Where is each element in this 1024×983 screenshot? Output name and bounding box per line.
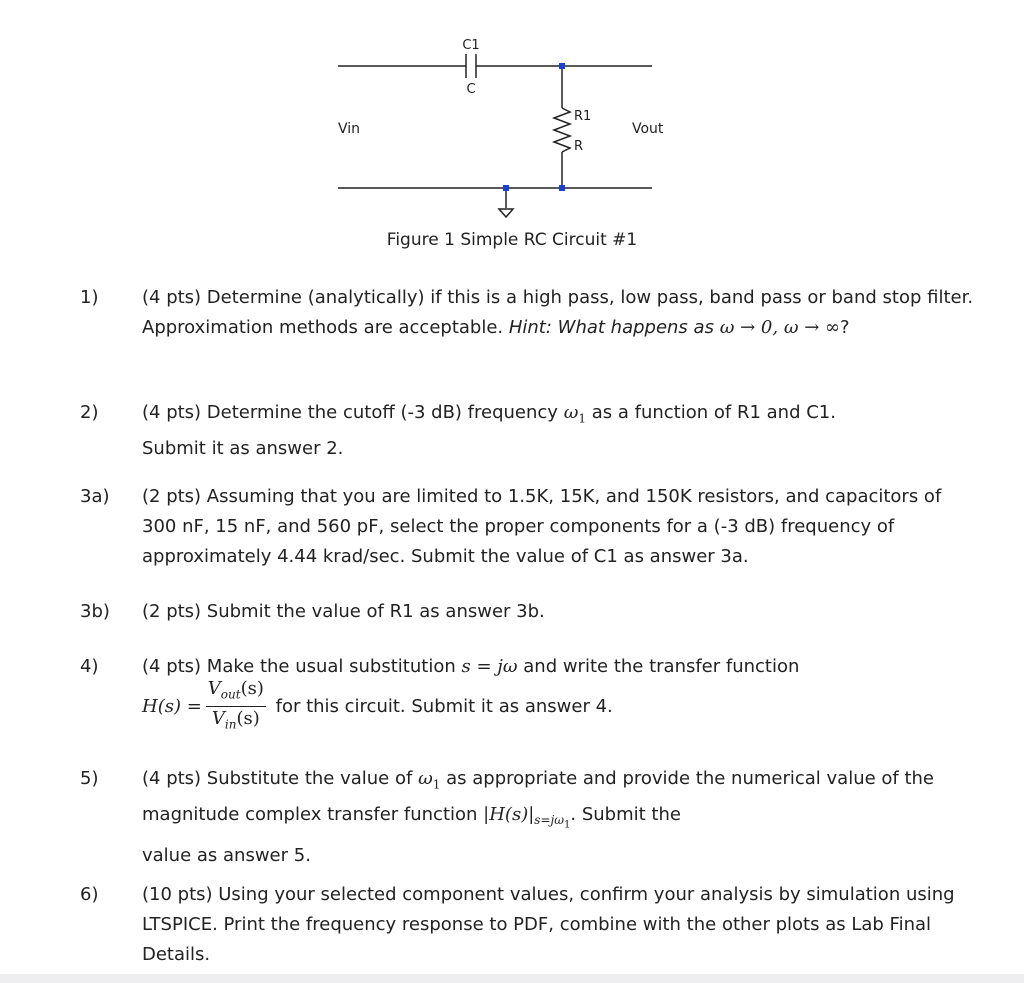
question-text-a: (4 pts) Determine the cutoff (-3 dB) frequency [142,402,558,423]
rc-circuit-schematic [0,0,1024,230]
fraction-numerator: $V_{out}(s)$ [206,678,266,707]
c1-name-label: C1 [462,38,480,53]
hint-end: ? [840,317,850,338]
question-body: (10 pts) Using your selected component values, confirm your analysis by simulation using LTSPICE. Print the frequency response to PDF, combine with the other plots as Lab Final Details. [142,884,955,965]
question-body [142,398,980,464]
r1-value-label: R [574,139,584,154]
question-number: 6) [80,884,99,905]
question-number: 1) [80,287,99,308]
transfer-function-fraction [206,678,266,736]
question-line-1: (4 pts) Make the usual substitution s = jω and write the transfer function [142,656,800,677]
c1-value-label: C [466,82,476,97]
question-body [142,283,980,343]
fraction-denominator: $V_{in}(s)$ [211,707,260,732]
node-top [559,63,565,69]
question-text: (4 pts) Determine (analytically) if this is a high pass, low pass, band pass or band stop filter. Approximation methods are acceptable. [142,287,974,338]
question-text-c: Submit it as answer 2. [142,437,344,459]
magnitude-expression: $|H(s)|_{s=j\omega_1}$ [483,803,571,831]
page-bottom-edge [0,974,1024,983]
vout-label: Vout [632,121,664,137]
question-number: 4) [80,656,99,677]
question-body [142,652,980,736]
transfer-function-lhs: H(s) = [142,696,202,718]
ground-symbol [499,209,513,217]
substitution-math: s = jω [461,656,518,677]
node-bottom-right [559,185,565,191]
question-number: 3a) [80,486,110,507]
question-number: 3b) [80,601,110,622]
hint-math-infinity: ω → ∞ [783,317,841,338]
node-bottom-ground [503,185,509,191]
question-text-b: as a function of R1 and C1. [591,402,836,423]
omega-symbol: $\omega_1$ [418,768,441,792]
question-body: (4 pts) Substitute the value of $\omega_1$ as appropriate and provide the numerical value of the magnitude complex transfer function $|H(s)|_{s=j\omega_1}$. Submit the value as answer 5. [142,768,935,866]
omega-symbol: $\omega_1$ [563,402,587,426]
figure-caption: Figure 1 Simple RC Circuit #1 [386,230,638,250]
question-body: (2 pts) Submit the value of R1 as answer 3b. [142,601,545,622]
question-body: (2 pts) Assuming that you are limited to 1.5K, 15K, and 150K resistors, and capacitors of 300 nF, 15 nF, and 560 pF, select the proper components for a (-3 dB) frequency of approximately 4.44 krad/sec. Submit the value of C1 as answer 3a. [142,486,942,567]
question-number: 2) [80,402,99,423]
vin-label: Vin [338,121,361,137]
hint-math-zero: ω → 0, [719,317,779,338]
resistor-zigzag [554,108,570,152]
hint-label: Hint: What happens as [508,317,714,338]
question-line-2: H(s) = $\frac{V_{out}(s)}{V_{in}(s)}$ for this circuit. Submit it as answer 4. [142,678,980,736]
question-number: 5) [80,768,99,789]
r1-name-label: R1 [574,109,592,124]
